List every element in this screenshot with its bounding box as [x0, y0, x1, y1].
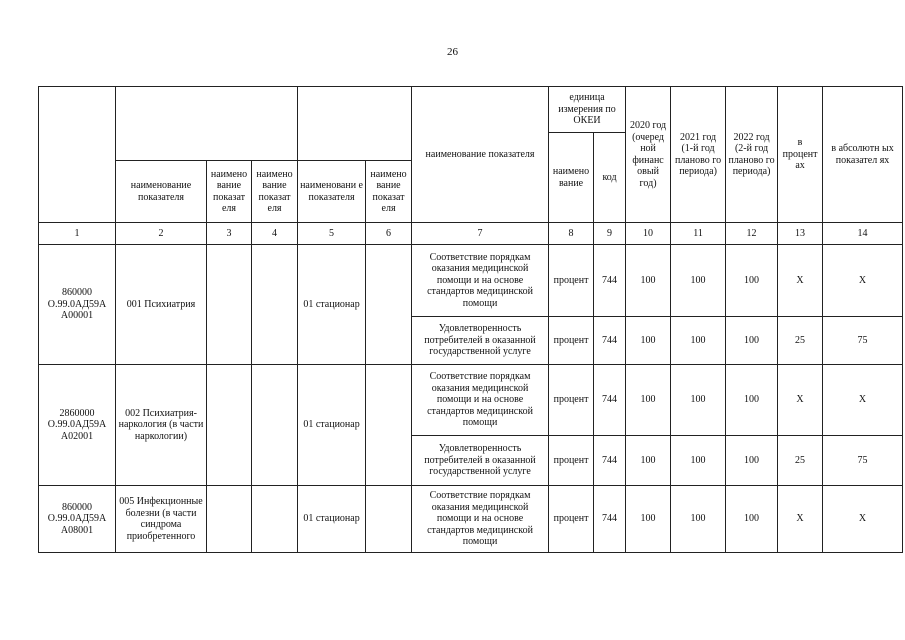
indicator-name: [412, 486, 549, 553]
okei-code: 744: [594, 245, 626, 317]
column-number: 4: [252, 223, 298, 245]
value-2020: 100: [626, 436, 671, 486]
value-2022: [726, 486, 778, 553]
column-number: 9: [594, 223, 626, 245]
header-sub-indicator-6: наимено вание показат еля: [366, 161, 412, 223]
header-sub-indicator-name: наименование показателя: [116, 161, 207, 223]
header-in-percent: в процент ах: [778, 87, 823, 223]
header-sub-indicator-3: наимено вание показат еля: [207, 161, 252, 223]
service-name-text: 005 Инфекционные болезни (в части синдрома приобретенного: [119, 496, 203, 542]
header-unit-code: код: [594, 133, 626, 223]
empty-cell: [207, 365, 252, 486]
header-year-2021: 2021 год (1-й год планово го периода): [671, 87, 726, 223]
value-2020: 100: [626, 365, 671, 436]
empty-cell: [252, 245, 298, 365]
column-number: 7: [412, 223, 549, 245]
empty-cell: [366, 486, 412, 553]
okei-code: 744: [594, 365, 626, 436]
service-code: 860000 О.99.0АД59А А00001: [39, 245, 116, 365]
value-2022-text: 100: [744, 513, 760, 525]
service-code-text: 860000 О.99.0АД59А А08001: [47, 501, 107, 536]
value-absolute: X: [823, 365, 903, 436]
table-row: [39, 365, 903, 436]
value-percent: X: [778, 245, 823, 317]
value-2020: [626, 486, 671, 553]
value-2022: 100: [726, 245, 778, 317]
value-2021: [671, 486, 726, 553]
header-year-2022: 2022 год (2-й год планово го периода): [726, 87, 778, 223]
empty-cell: [207, 245, 252, 365]
service-condition-text: 01 стационар: [303, 513, 360, 525]
service-condition: 01 стационар: [298, 365, 366, 486]
column-number: 12: [726, 223, 778, 245]
value-2022: 100: [726, 317, 778, 365]
service-code: [39, 486, 116, 553]
value-absolute: [823, 486, 903, 553]
header-indicator-name: наименование показателя: [412, 87, 549, 223]
page-number: 26: [447, 46, 458, 58]
value-absolute: 75: [823, 317, 903, 365]
value-2021: 100: [671, 245, 726, 317]
empty-cell: [366, 245, 412, 365]
value-percent: X: [778, 365, 823, 436]
unit-name: процент: [549, 436, 594, 486]
service-code: 2860000 О.99.0АД59А А02001: [39, 365, 116, 486]
unit-name-text: процент: [553, 513, 589, 525]
value-percent: [778, 486, 823, 553]
okei-code: 744: [594, 317, 626, 365]
value-2020-text: 100: [640, 513, 656, 525]
header-okei-unit: единица измерения по ОКЕИ: [549, 87, 626, 133]
header-in-absolute: в абсолютн ых показател ях: [823, 87, 903, 223]
service-name: 001 Психиатрия: [116, 245, 207, 365]
value-absolute: X: [823, 245, 903, 317]
indicator-name-text: Соответствие порядкам оказания медицинской помощи и на основе стандартов медицинской помощи: [427, 490, 533, 548]
value-percent: 25: [778, 317, 823, 365]
indicator-name: Удовлетворенность потребителей в оказанной государственной услуге: [412, 436, 549, 486]
value-2022: 100: [726, 365, 778, 436]
column-numbers-row: [39, 223, 903, 245]
column-number: 2: [116, 223, 207, 245]
empty-cell: [366, 365, 412, 486]
unit-name: процент: [549, 245, 594, 317]
header-col1-blank: [39, 87, 116, 223]
column-number: 5: [298, 223, 366, 245]
value-2022: 100: [726, 436, 778, 486]
header-sub-indicator-4: наимено вание показат еля: [252, 161, 298, 223]
value-percent-text: X: [796, 513, 804, 525]
column-number: 10: [626, 223, 671, 245]
column-number: 13: [778, 223, 823, 245]
unit-name: процент: [549, 365, 594, 436]
value-2021: 100: [671, 436, 726, 486]
column-number: 3: [207, 223, 252, 245]
value-2020: 100: [626, 317, 671, 365]
header-unit-name: наимено вание: [549, 133, 594, 223]
indicator-name: Соответствие порядкам оказания медицинской помощи и на основе стандартов медицинской помощи: [412, 245, 549, 317]
indicator-name: Соответствие порядкам оказания медицинской помощи и на основе стандартов медицинской помощи: [412, 365, 549, 436]
table-row: [39, 486, 903, 553]
service-name: 002 Психиатрия-наркология (в части наркологии): [116, 365, 207, 486]
unit-name: [549, 486, 594, 553]
value-2021-text: 100: [690, 513, 706, 525]
indicators-table: [38, 86, 903, 553]
column-number: 14: [823, 223, 903, 245]
header-year-2020: 2020 год (очеред ной финанс овый год): [626, 87, 671, 223]
empty-cell: [252, 486, 298, 553]
value-absolute: 75: [823, 436, 903, 486]
indicator-name: Удовлетворенность потребителей в оказанной государственной услуге: [412, 317, 549, 365]
value-2021: 100: [671, 317, 726, 365]
okei-code: 744: [594, 436, 626, 486]
empty-cell: [252, 365, 298, 486]
column-number: 1: [39, 223, 116, 245]
value-2021: 100: [671, 365, 726, 436]
okei-code-text: 744: [602, 513, 618, 525]
unit-name: процент: [549, 317, 594, 365]
header-group-condition-blank: [298, 87, 412, 161]
column-number: 6: [366, 223, 412, 245]
service-condition: 01 стационар: [298, 245, 366, 365]
column-number: 11: [671, 223, 726, 245]
header-group-content-blank: [116, 87, 298, 161]
service-condition: [298, 486, 366, 553]
header-sub-indicator-5: наименовани е показателя: [298, 161, 366, 223]
value-2020: 100: [626, 245, 671, 317]
service-name: [116, 486, 207, 553]
value-absolute-text: X: [858, 513, 867, 525]
table-row: [39, 245, 903, 317]
value-percent: 25: [778, 436, 823, 486]
column-number: 8: [549, 223, 594, 245]
okei-code: [594, 486, 626, 553]
empty-cell: [207, 486, 252, 553]
